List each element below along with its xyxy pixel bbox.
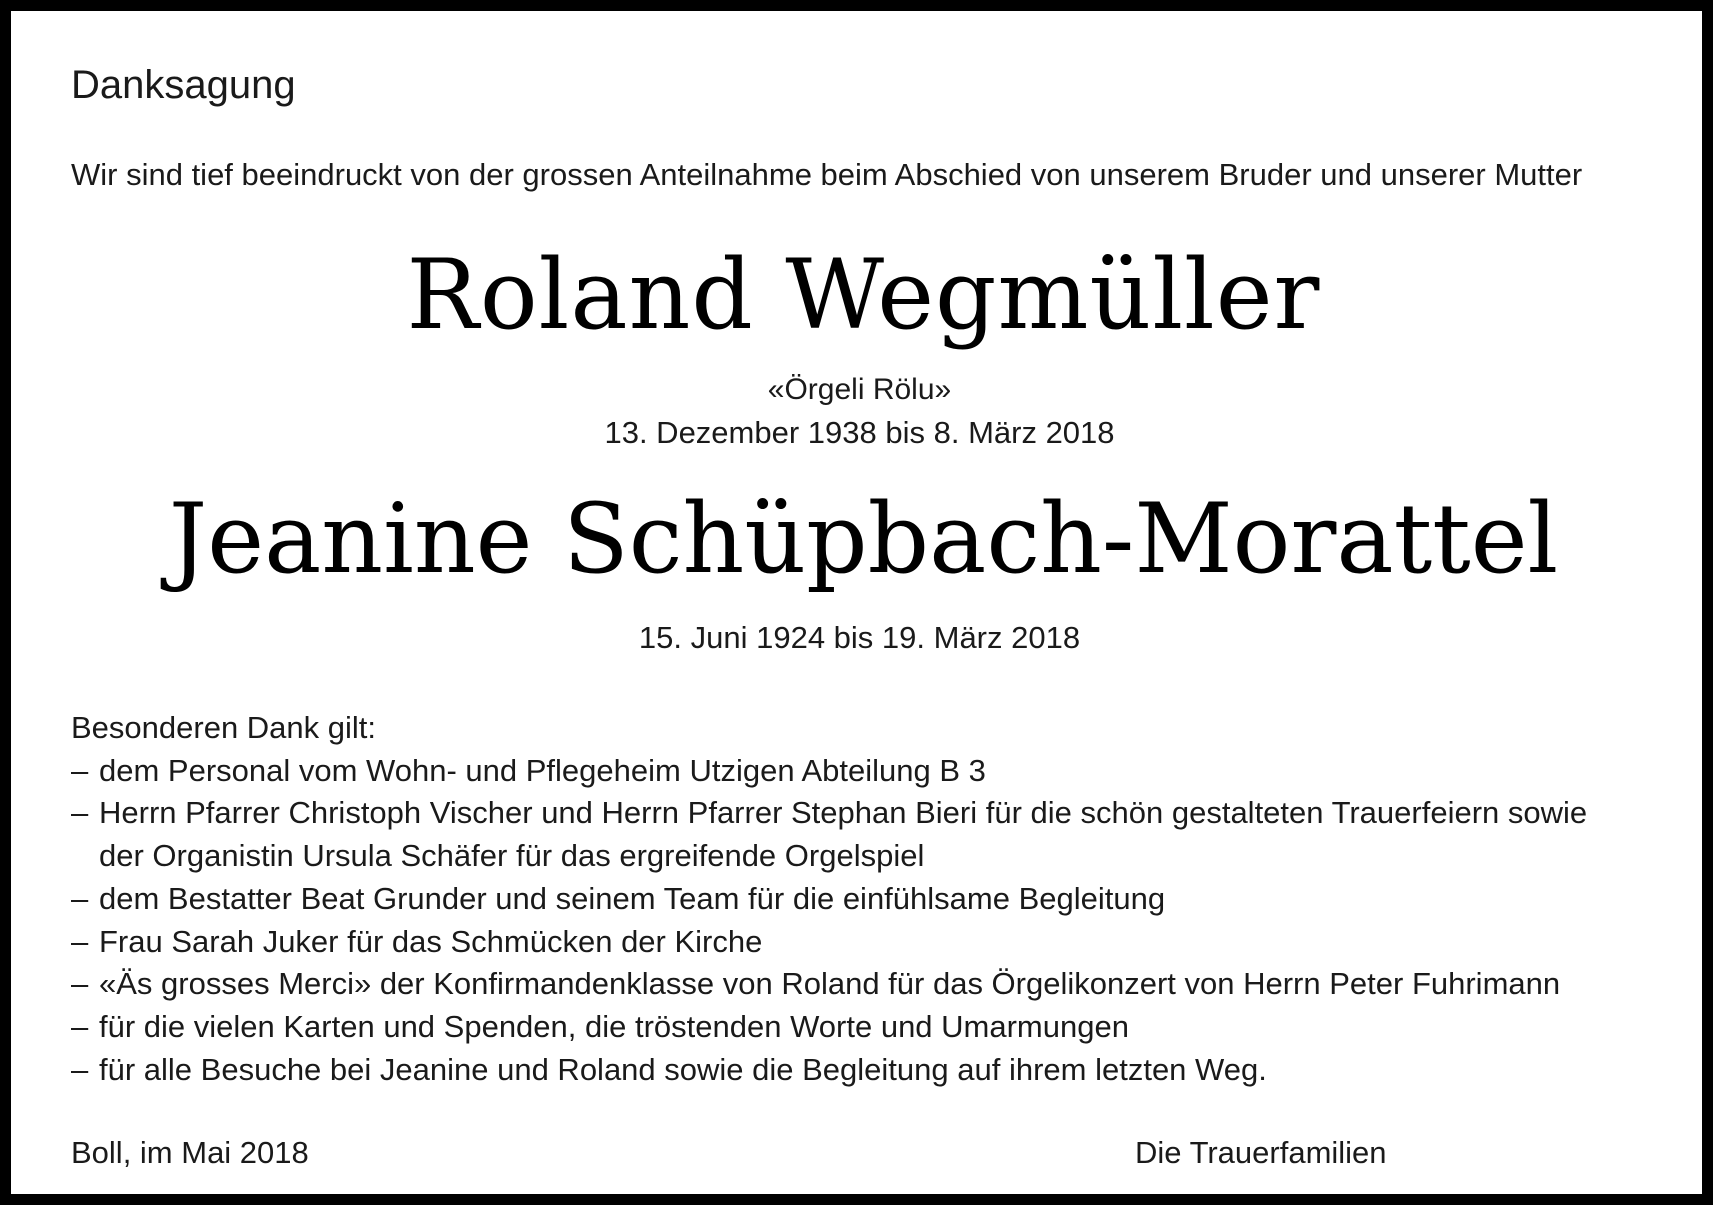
thanks-item [71,878,1587,921]
signature: Die Trauerfamilien [1135,1135,1387,1170]
thanks-item [71,750,1587,793]
dash-marker: – [71,923,89,959]
thanks-item-text-line-1: Herrn Pfarrer Christoph Vischer und Herrn Pfarrer Stephan Bieri für die schön gestalteten Trauerfeiern sowie [99,795,1588,831]
deceased-dates-1: 13. Dezember 1938 bis 8. März 2018 [604,415,1115,450]
thanks-item-text: für alle Besuche bei Jeanine und Roland sowie die Begleitung auf ihrem letzten Weg. [99,1051,1267,1087]
notice-heading: Danksagung [71,63,296,107]
thanks-title: Besonderen Dank gilt: [71,710,377,745]
dash-marker: – [71,752,89,788]
place-date: Boll, im Mai 2018 [71,1135,309,1170]
thanks-item [71,1006,1587,1049]
dash-marker: – [71,880,89,916]
thanks-item [71,963,1587,1006]
dash-marker: – [71,1051,89,1087]
thanks-item-text: dem Personal vom Wohn- und Pflegeheim Utzigen Abteilung B 3 [99,752,986,788]
thanks-item-text-line-2: der Organistin Ursula Schäfer für das ergreifende Orgelspiel [99,838,925,874]
thanks-item [71,921,1587,964]
deceased-nickname-1: «Örgeli Rölu» [767,373,952,406]
thanks-section [71,707,1587,1091]
intro-text: Wir sind tief beeindruckt von der grossen Anteilnahme beim Abschied von unserem Bruder und unserer Mutter [71,157,1583,192]
deceased-name-2: Jeanine Schüpbach-Morattel [168,483,1559,595]
thanks-item-text: Frau Sarah Juker für das Schmücken der Kirche [99,923,763,959]
dash-marker: – [71,966,89,1002]
dash-marker: – [71,795,89,831]
deceased-dates-2: 15. Juni 1924 bis 19. März 2018 [638,620,1081,655]
deceased-name-1: Roland Wegmüller [406,239,1321,351]
thanks-item-text: für die vielen Karten und Spenden, die tröstenden Worte und Umarmungen [99,1008,1129,1044]
thanks-item [71,1049,1587,1092]
dash-marker: – [71,1008,89,1044]
thanks-item-text: dem Bestatter Beat Grunder und seinem Team für die einfühlsame Begleitung [99,880,1166,916]
thanks-item [71,792,1587,877]
thanks-item-text: «Äs grosses Merci» der Konfirmandenklasse von Roland für das Örgelikonzert von Herrn Peter Fuhrimann [99,966,1561,1002]
